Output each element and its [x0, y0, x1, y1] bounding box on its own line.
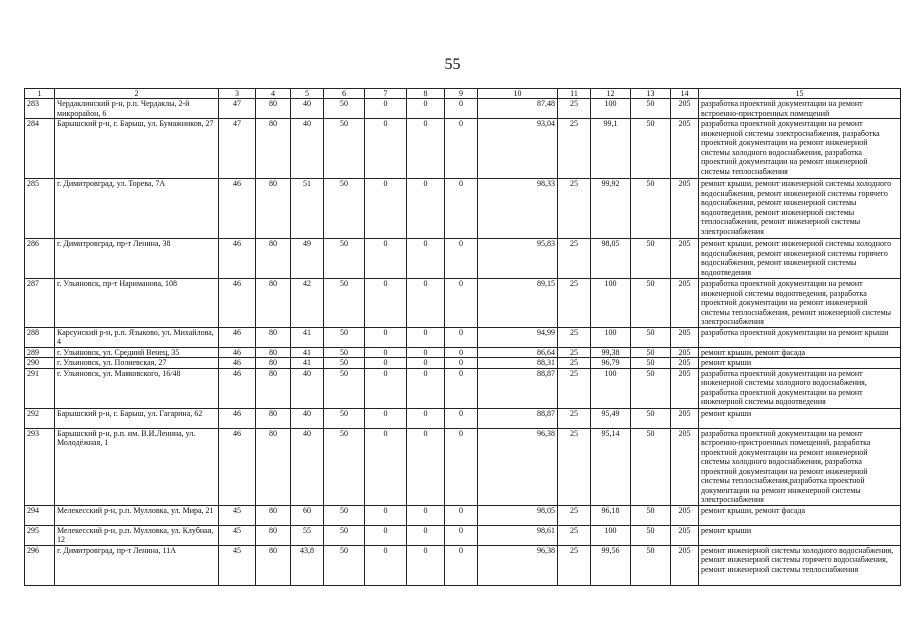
value-col7-cell: 0 [365, 179, 407, 239]
value-col10-cell: 88,31 [478, 358, 558, 369]
works-description-cell: разработка проектной документации на ремонт инженерной системы электроснабжения, разработка проектной документации на ремонт инженерной системы холодного водоснабжения, разработка проектной документации на ремонт инженерной системы теплоснабжения [699, 119, 901, 179]
value-col4-cell: 80 [256, 327, 291, 347]
value-col12-cell: 96,79 [591, 358, 631, 369]
row-number-cell: 286 [25, 239, 55, 279]
value-col3-cell: 46 [219, 179, 256, 239]
value-col12-cell: 95,14 [591, 428, 631, 505]
value-col5-cell: 55 [291, 525, 324, 545]
value-col12-cell: 99,1 [591, 119, 631, 179]
value-col3-cell: 46 [219, 327, 256, 347]
value-col12-cell: 95,49 [591, 408, 631, 428]
works-description-cell: ремонт крыши [699, 408, 901, 428]
value-col10-cell: 87,48 [478, 99, 558, 119]
column-number-header: 6 [324, 89, 365, 99]
value-col14-cell: 205 [671, 119, 699, 179]
value-col4-cell: 80 [256, 239, 291, 279]
value-col12-cell: 99,38 [591, 347, 631, 358]
value-col9-cell: 0 [445, 505, 478, 525]
value-col4-cell: 80 [256, 428, 291, 505]
row-number-cell: 289 [25, 347, 55, 358]
works-description-cell: ремонт крыши, ремонт фасада [699, 505, 901, 525]
value-col13-cell: 50 [631, 99, 671, 119]
value-col4-cell: 80 [256, 408, 291, 428]
value-col5-cell: 42 [291, 279, 324, 328]
column-number-header: 13 [631, 89, 671, 99]
address-cell: г. Димитровград, ул. Торева, 7А [55, 179, 219, 239]
address-cell: г. Димитровград, пр-т Ленина, 11А [55, 545, 219, 585]
table-row [25, 239, 901, 279]
value-col9-cell: 0 [445, 545, 478, 585]
row-number-cell: 295 [25, 525, 55, 545]
value-col6-cell: 50 [324, 119, 365, 179]
row-number-cell: 290 [25, 358, 55, 369]
address-cell: Барышский р-н, г. Барыш, ул. Бумажников, 27 [55, 119, 219, 179]
value-col5-cell: 60 [291, 505, 324, 525]
works-description-cell: разработка проектной документации на ремонт встроенно-пристроенных помещений [699, 99, 901, 119]
value-col3-cell: 46 [219, 358, 256, 369]
value-col4-cell: 80 [256, 545, 291, 585]
value-col6-cell: 50 [324, 408, 365, 428]
value-col7-cell: 0 [365, 119, 407, 179]
value-col12-cell: 98,05 [591, 239, 631, 279]
value-col3-cell: 45 [219, 505, 256, 525]
value-col7-cell: 0 [365, 358, 407, 369]
value-col14-cell: 205 [671, 428, 699, 505]
value-col7-cell: 0 [365, 99, 407, 119]
value-col6-cell: 50 [324, 525, 365, 545]
works-description-cell: разработка проектной документации на ремонт крыши [699, 327, 901, 347]
value-col8-cell: 0 [407, 505, 445, 525]
column-number-header: 10 [478, 89, 558, 99]
value-col3-cell: 46 [219, 408, 256, 428]
value-col8-cell: 0 [407, 239, 445, 279]
value-col13-cell: 50 [631, 239, 671, 279]
value-col3-cell: 45 [219, 545, 256, 585]
row-number-cell: 285 [25, 179, 55, 239]
works-description-cell: ремонт крыши, ремонт инженерной системы холодного водоснабжения, ремонт инженерной системы горячего водоснабжения, ремонт инженерной системы водоотведения [699, 239, 901, 279]
table-row [25, 327, 901, 347]
value-col10-cell: 95,83 [478, 239, 558, 279]
works-description-cell: разработка проектной документации на ремонт встроенно-пристроенных помещений, разработка проектной документации на ремонт инженерной системы холодного водоснабжения, разработка проектной документации на ремонт инженерной системы теплоснабжения,разработка проектной документации на ремонт инженерной системы электроснабжения [699, 428, 901, 505]
value-col5-cell: 51 [291, 179, 324, 239]
column-number-header: 7 [365, 89, 407, 99]
value-col7-cell: 0 [365, 347, 407, 358]
value-col6-cell: 50 [324, 545, 365, 585]
value-col8-cell: 0 [407, 408, 445, 428]
table-row [25, 99, 901, 119]
address-cell: Мелекесский р-н, р.п. Мулловка, ул. Клубная, 12 [55, 525, 219, 545]
value-col12-cell: 99,92 [591, 179, 631, 239]
row-number-cell: 294 [25, 505, 55, 525]
works-description-cell: ремонт инженерной системы холодного водоснабжения, ремонт инженерной системы горячего водоснабжения, ремонт инженерной системы теплоснабжения [699, 545, 901, 585]
address-cell: Барышский р-н, г. Барыш, ул. Гагарина, 62 [55, 408, 219, 428]
value-col14-cell: 205 [671, 358, 699, 369]
value-col7-cell: 0 [365, 327, 407, 347]
value-col10-cell: 96,38 [478, 545, 558, 585]
value-col9-cell: 0 [445, 408, 478, 428]
value-col10-cell: 89,15 [478, 279, 558, 328]
table-row [25, 545, 901, 585]
value-col11-cell: 25 [558, 368, 591, 408]
value-col4-cell: 80 [256, 505, 291, 525]
row-number-cell: 283 [25, 99, 55, 119]
value-col9-cell: 0 [445, 347, 478, 358]
value-col10-cell: 93,04 [478, 119, 558, 179]
value-col4-cell: 80 [256, 179, 291, 239]
value-col10-cell: 94,99 [478, 327, 558, 347]
value-col6-cell: 50 [324, 358, 365, 369]
value-col3-cell: 45 [219, 525, 256, 545]
value-col7-cell: 0 [365, 239, 407, 279]
table-row [25, 347, 901, 358]
value-col12-cell: 99,56 [591, 545, 631, 585]
value-col5-cell: 40 [291, 99, 324, 119]
value-col13-cell: 50 [631, 505, 671, 525]
column-number-header: 9 [445, 89, 478, 99]
value-col13-cell: 50 [631, 179, 671, 239]
column-number-header: 14 [671, 89, 699, 99]
value-col7-cell: 0 [365, 428, 407, 505]
value-col11-cell: 25 [558, 525, 591, 545]
value-col13-cell: 50 [631, 279, 671, 328]
value-col4-cell: 80 [256, 525, 291, 545]
address-cell: г. Ульяновск, ул. Средний Венец, 35 [55, 347, 219, 358]
row-number-cell: 291 [25, 368, 55, 408]
value-col8-cell: 0 [407, 525, 445, 545]
value-col6-cell: 50 [324, 347, 365, 358]
table-row [25, 408, 901, 428]
table-row [25, 279, 901, 328]
value-col9-cell: 0 [445, 358, 478, 369]
value-col8-cell: 0 [407, 358, 445, 369]
value-col3-cell: 46 [219, 347, 256, 358]
value-col13-cell: 50 [631, 347, 671, 358]
value-col5-cell: 49 [291, 239, 324, 279]
value-col13-cell: 50 [631, 408, 671, 428]
value-col7-cell: 0 [365, 525, 407, 545]
column-number-header: 8 [407, 89, 445, 99]
column-number-header: 12 [591, 89, 631, 99]
value-col4-cell: 80 [256, 119, 291, 179]
value-col13-cell: 50 [631, 428, 671, 505]
value-col11-cell: 25 [558, 279, 591, 328]
value-col9-cell: 0 [445, 368, 478, 408]
value-col9-cell: 0 [445, 239, 478, 279]
value-col13-cell: 50 [631, 525, 671, 545]
value-col11-cell: 25 [558, 545, 591, 585]
value-col13-cell: 50 [631, 119, 671, 179]
value-col7-cell: 0 [365, 408, 407, 428]
column-number-header: 2 [55, 89, 219, 99]
value-col10-cell: 98,05 [478, 505, 558, 525]
value-col13-cell: 50 [631, 358, 671, 369]
address-cell: Мелекесский р-н, р.п. Мулловка, ул. Мира, 21 [55, 505, 219, 525]
value-col3-cell: 46 [219, 368, 256, 408]
works-description-cell: ремонт крыши, ремонт инженерной системы холодного водоснабжения, ремонт инженерной системы горячего водоснабжения, ремонт инженерной системы водоотведения, ремонт инженерной системы теплоснабжения, ремонт инженерной системы электроснабжения [699, 179, 901, 239]
value-col7-cell: 0 [365, 505, 407, 525]
value-col10-cell: 88,87 [478, 368, 558, 408]
value-col11-cell: 25 [558, 239, 591, 279]
row-number-cell: 288 [25, 327, 55, 347]
column-number-header: 15 [699, 89, 901, 99]
address-cell: Чердаклинский р-н, р.п. Чердаклы, 2-й микрорайон, 6 [55, 99, 219, 119]
value-col5-cell: 43,8 [291, 545, 324, 585]
value-col4-cell: 80 [256, 347, 291, 358]
value-col9-cell: 0 [445, 279, 478, 328]
value-col8-cell: 0 [407, 119, 445, 179]
value-col11-cell: 25 [558, 408, 591, 428]
value-col9-cell: 0 [445, 119, 478, 179]
value-col9-cell: 0 [445, 428, 478, 505]
row-number-cell: 296 [25, 545, 55, 585]
value-col6-cell: 50 [324, 179, 365, 239]
value-col14-cell: 205 [671, 545, 699, 585]
value-col3-cell: 46 [219, 428, 256, 505]
value-col6-cell: 50 [324, 327, 365, 347]
row-number-cell: 287 [25, 279, 55, 328]
value-col11-cell: 25 [558, 179, 591, 239]
value-col3-cell: 46 [219, 279, 256, 328]
value-col12-cell: 100 [591, 327, 631, 347]
works-description-cell: разработка проектной документации на ремонт инженерной системы водоотведения, разработка проектной документации на ремонт инженерной системы теплоснабжения, ремонт инженерной системы электроснабжения [699, 279, 901, 328]
value-col4-cell: 80 [256, 368, 291, 408]
works-description-cell: ремонт крыши [699, 358, 901, 369]
table-row [25, 428, 901, 505]
value-col8-cell: 0 [407, 327, 445, 347]
works-description-cell: ремонт крыши, ремонт фасада [699, 347, 901, 358]
value-col11-cell: 25 [558, 358, 591, 369]
value-col5-cell: 40 [291, 119, 324, 179]
column-number-header: 1 [25, 89, 55, 99]
value-col4-cell: 80 [256, 358, 291, 369]
value-col3-cell: 47 [219, 99, 256, 119]
value-col14-cell: 205 [671, 279, 699, 328]
address-cell: г. Ульяновск, ул. Маяковского, 16/48 [55, 368, 219, 408]
value-col7-cell: 0 [365, 368, 407, 408]
value-col9-cell: 0 [445, 99, 478, 119]
value-col14-cell: 205 [671, 368, 699, 408]
value-col10-cell: 98,33 [478, 179, 558, 239]
row-number-cell: 292 [25, 408, 55, 428]
value-col14-cell: 205 [671, 347, 699, 358]
value-col12-cell: 100 [591, 99, 631, 119]
value-col14-cell: 205 [671, 239, 699, 279]
value-col8-cell: 0 [407, 279, 445, 328]
works-description-cell: разработка проектной документации на ремонт инженерной системы холодного водоснабжения, разработка проектной документации на ремонт инженерной системы водоотведения [699, 368, 901, 408]
value-col14-cell: 205 [671, 327, 699, 347]
value-col14-cell: 205 [671, 179, 699, 239]
address-cell: Барышский р-н, р.п. им. В.И.Ленина, ул. Молодёжная, 1 [55, 428, 219, 505]
value-col8-cell: 0 [407, 545, 445, 585]
page-number: 55 [444, 56, 461, 73]
row-number-cell: 293 [25, 428, 55, 505]
value-col11-cell: 25 [558, 327, 591, 347]
value-col10-cell: 86,64 [478, 347, 558, 358]
value-col6-cell: 50 [324, 239, 365, 279]
value-col14-cell: 205 [671, 408, 699, 428]
capital-repair-table [24, 88, 901, 586]
column-header-row [25, 89, 901, 99]
value-col5-cell: 41 [291, 347, 324, 358]
value-col14-cell: 205 [671, 525, 699, 545]
address-cell: г. Ульяновск, пр-т Нариманова, 108 [55, 279, 219, 328]
address-cell: Карсунский р-н, р.п. Языково, ул. Михайлова, 4 [55, 327, 219, 347]
value-col4-cell: 80 [256, 99, 291, 119]
value-col9-cell: 0 [445, 179, 478, 239]
value-col12-cell: 100 [591, 279, 631, 328]
value-col6-cell: 50 [324, 428, 365, 505]
value-col11-cell: 25 [558, 428, 591, 505]
value-col10-cell: 96,38 [478, 428, 558, 505]
value-col6-cell: 50 [324, 505, 365, 525]
value-col11-cell: 25 [558, 99, 591, 119]
value-col14-cell: 205 [671, 505, 699, 525]
value-col8-cell: 0 [407, 99, 445, 119]
value-col14-cell: 205 [671, 99, 699, 119]
value-col3-cell: 47 [219, 119, 256, 179]
address-cell: г. Ульяновск, ул. Полиевская, 27 [55, 358, 219, 369]
value-col10-cell: 98,61 [478, 525, 558, 545]
value-col11-cell: 25 [558, 505, 591, 525]
value-col5-cell: 41 [291, 327, 324, 347]
value-col8-cell: 0 [407, 179, 445, 239]
table-row [25, 358, 901, 369]
value-col6-cell: 50 [324, 368, 365, 408]
value-col5-cell: 40 [291, 368, 324, 408]
column-number-header: 11 [558, 89, 591, 99]
value-col5-cell: 41 [291, 358, 324, 369]
column-number-header: 5 [291, 89, 324, 99]
value-col5-cell: 40 [291, 408, 324, 428]
column-number-header: 4 [256, 89, 291, 99]
value-col10-cell: 88,87 [478, 408, 558, 428]
value-col5-cell: 40 [291, 428, 324, 505]
works-description-cell: ремонт крыши [699, 525, 901, 545]
table-row [25, 505, 901, 525]
value-col12-cell: 100 [591, 525, 631, 545]
value-col3-cell: 46 [219, 239, 256, 279]
row-number-cell: 284 [25, 119, 55, 179]
value-col13-cell: 50 [631, 545, 671, 585]
value-col13-cell: 50 [631, 368, 671, 408]
value-col9-cell: 0 [445, 327, 478, 347]
value-col8-cell: 0 [407, 428, 445, 505]
value-col12-cell: 100 [591, 368, 631, 408]
value-col7-cell: 0 [365, 545, 407, 585]
value-col4-cell: 80 [256, 279, 291, 328]
table-row [25, 179, 901, 239]
value-col8-cell: 0 [407, 347, 445, 358]
value-col11-cell: 25 [558, 119, 591, 179]
value-col13-cell: 50 [631, 327, 671, 347]
value-col12-cell: 96,18 [591, 505, 631, 525]
value-col6-cell: 50 [324, 279, 365, 328]
table-row [25, 119, 901, 179]
value-col6-cell: 50 [324, 99, 365, 119]
table-row [25, 525, 901, 545]
address-cell: г. Димитровград, пр-т Ленина, 38 [55, 239, 219, 279]
column-number-header: 3 [219, 89, 256, 99]
table-row [25, 368, 901, 408]
value-col8-cell: 0 [407, 368, 445, 408]
value-col9-cell: 0 [445, 525, 478, 545]
value-col7-cell: 0 [365, 279, 407, 328]
value-col11-cell: 25 [558, 347, 591, 358]
